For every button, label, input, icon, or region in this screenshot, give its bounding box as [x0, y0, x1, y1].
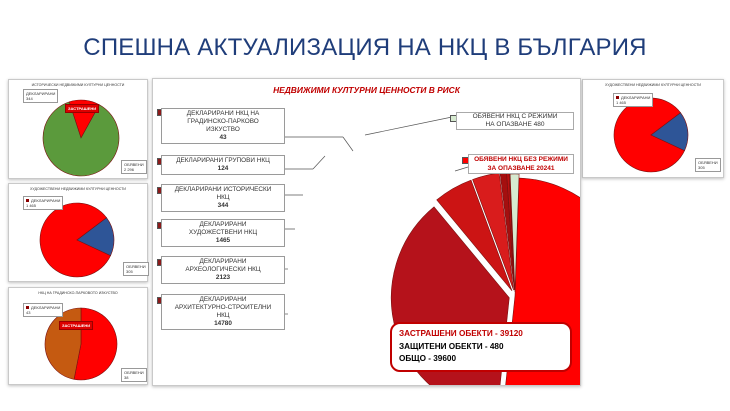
historic-declared-label: ДЕКЛАРИРАНИ 344: [23, 89, 58, 103]
historic-announced-label: ОБЯВЕНИ 2 296: [121, 160, 147, 174]
summary-protected: ЗАЩИТЕНИ ОБЕКТИ - 480: [399, 341, 504, 351]
art-declared-label-right: ДЕКЛАРИРАНИ 1 465: [613, 93, 653, 107]
main-chart-title: НЕДВИЖИМИ КУЛТУРНИ ЦЕННОСТИ В РИСК: [273, 85, 460, 95]
summary-box: [390, 322, 572, 372]
label-group: ДЕКЛАРИРАНИ ГРУПОВИ НКЦ 124: [161, 155, 285, 175]
label-historic: ДЕКЛАРИРАНИ ИСТОРИЧЕСКИ НКЦ 344: [161, 184, 285, 212]
garden-threatened-label: ЗАСТРАШЕНИ: [59, 321, 93, 330]
art-announced-label-right: ОБЯВЕНИ 305: [695, 158, 721, 172]
label-arch: ДЕКЛАРИРАНИ АРХЕОЛОГИЧЕСКИ НКЦ 2123: [161, 256, 285, 284]
garden-pie-title: НКЦ НА ГРАДИНСКО-ПАРКОВОТО ИЗКУСТВО: [38, 291, 118, 295]
art-pie-title-right: ХУДОЖЕСТВЕНИ НЕДВИЖИМИ КУЛТУРНИ ЦЕННОСТИ: [605, 83, 701, 87]
slide-title: СПЕШНА АКТУАЛИЗАЦИЯ НА НКЦ В БЪЛГАРИЯ: [83, 34, 647, 61]
label-build: ДЕКЛАРИРАНИ АРХИТЕКТУРНО-СТРОИТЕЛНИ НКЦ 14780: [161, 294, 285, 330]
art-pie-panel-right: [582, 79, 724, 178]
historic-threatened-label: ЗАСТРАШЕНИ: [65, 104, 99, 113]
summary-total: ОБЩО - 39600: [399, 354, 457, 363]
label-declared: ОБЯВЕНИ НКЦ БЕЗ РЕЖИМИ ЗА ОПАЗВАНЕ 20241: [468, 154, 574, 174]
summary-threatened: ЗАСТРАШЕНИ ОБЕКТИ - 39120: [399, 329, 523, 338]
label-garden: ДЕКЛАРИРАНИ НКЦ НА ГРАДИНСКО-ПАРКОВО ИЗКУСТВО 43: [161, 108, 285, 144]
historic-pie-panel: [8, 79, 148, 179]
historic-pie-title: ИСТОРИЧЕСКИ НЕДВИЖИМИ КУЛТУРНИ ЦЕННОСТИ: [31, 83, 125, 87]
garden-pie-panel: [8, 287, 148, 385]
art-pie-title: ХУДОЖЕСТВЕНИ НЕДВИЖИМИ КУЛТУРНИ ЦЕННОСТИ: [30, 187, 126, 191]
garden-announced-label: ОБЯВЕНИ 38: [121, 368, 147, 382]
garden-declared-label: ДЕКЛАРИРАНИ 43: [23, 303, 63, 317]
art-announced-label: ОБЯВЕНИ 305: [123, 262, 149, 276]
garden-pie-slice-1: [45, 308, 81, 379]
label-protected: ОБЯВЕНИ НКЦ С РЕЖИМИ НА ОПАЗВАНЕ 480: [456, 112, 574, 130]
label-art: ДЕКЛАРИРАНИ ХУДОЖЕСТВЕНИ НКЦ 1465: [161, 219, 285, 247]
art-pie-panel: [8, 183, 148, 282]
art-declared-label: ДЕКЛАРИРАНИ 1 465: [23, 196, 63, 210]
